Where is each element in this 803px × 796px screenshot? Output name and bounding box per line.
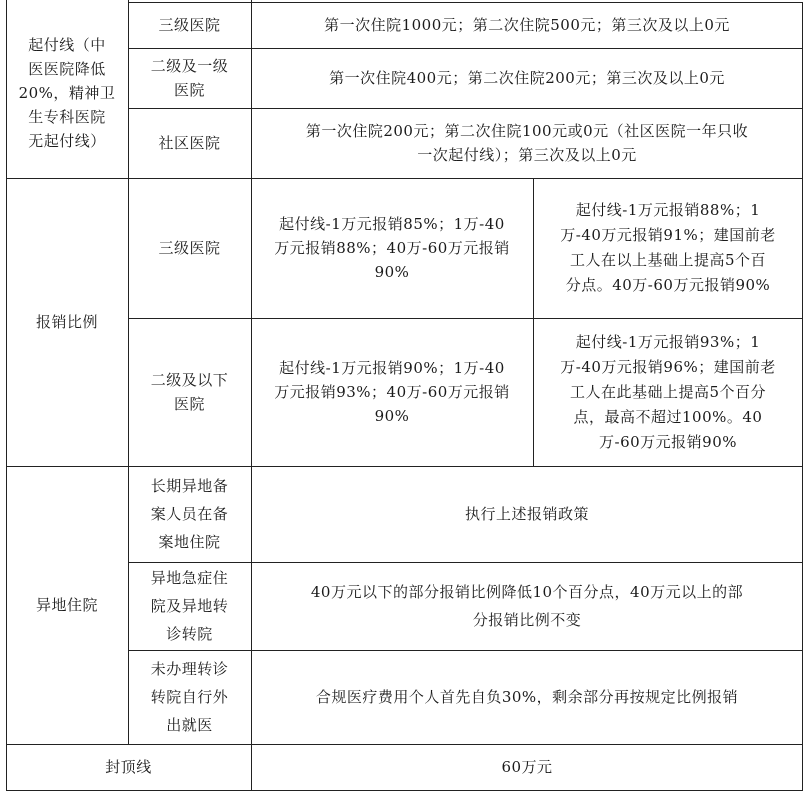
yidi-emergency-label: 异地急症住 院及异地转 诊转院: [150, 569, 229, 643]
baoxiao-tier2-left: 起付线-1万元报销90%；1万-40 万元报销93%；40万-60万元报销 90%: [274, 359, 510, 425]
qifu-tier2-value: 第一次住院400元；第二次住院200元；第三次及以上0元: [329, 69, 725, 87]
rule-h: [128, 108, 803, 109]
yidi-unreferred-label: 未办理转诊 转院自行外 出就医: [150, 660, 229, 734]
rule-h-top: [128, 2, 803, 3]
baoxiao-tier2-label: 二级及以下 医院: [150, 371, 229, 413]
yidi-emergency-value: 40万元以下的部分报销比例降低10个百分点，40万元以上的部 分报销比例不变: [310, 583, 744, 629]
qifu-tier3-label: 三级医院: [158, 16, 221, 34]
yidi-unreferred-value: 合规医疗费用个人首先自负30%，剩余部分再按规定比例报销: [315, 688, 739, 706]
baoxiao-tier2-right: 起付线-1万元报销93%；1 万-40万元报销96%；建国前老 工人在此基础上提高5个百分 点，最高不超过100%。40 万-60万元报销90%: [560, 332, 776, 451]
yidi-long-term-label: 长期异地备 案人员在备 案地住院: [150, 477, 229, 551]
fengding-label: 封顶线: [105, 758, 152, 776]
fengding-value: 60万元: [501, 758, 553, 776]
rule-h: [128, 562, 803, 563]
rule-h: [6, 466, 803, 467]
baoxiao-tier3-label: 三级医院: [158, 239, 221, 257]
qifu-community-value: 第一次住院200元；第二次住院100元或0元（社区医院一年只收 一次起付线）；第三次及以上0元: [305, 122, 749, 164]
rule-v: [251, 0, 252, 791]
baoxiao-tier3-left: 起付线-1万元报销85%；1万-40 万元报销88%；40万-60万元报销 90%: [274, 215, 510, 281]
baoxiao-label: 报销比例: [35, 313, 98, 331]
baoxiao-tier3-right: 起付线-1万元报销88%；1 万-40万元报销91%；建国前老 工人在以上基础上提高5个百 分点。40万-60万元报销90%: [560, 201, 776, 294]
rule-h: [128, 48, 803, 49]
qifu-tier3-value: 第一次住院1000元；第二次住院500元；第三次及以上0元: [324, 16, 730, 34]
yidi-long-term-value: 执行上述报销政策: [464, 505, 589, 523]
rule-h-bottom: [6, 790, 803, 791]
rule-v: [533, 178, 534, 466]
qifu-label: 起付线（中 医医院降低 20%，精神卫 生专科医院 无起付线）: [18, 36, 116, 150]
rule-h: [6, 178, 803, 179]
qifu-community-label: 社区医院: [158, 134, 221, 152]
rule-h: [128, 318, 803, 319]
rule-v-left: [6, 0, 7, 791]
yidi-label: 异地住院: [35, 596, 98, 614]
rule-h: [6, 744, 803, 745]
qifu-tier2-label: 二级及一级 医院: [150, 57, 229, 99]
rule-h: [128, 650, 803, 651]
rule-v: [128, 0, 129, 744]
